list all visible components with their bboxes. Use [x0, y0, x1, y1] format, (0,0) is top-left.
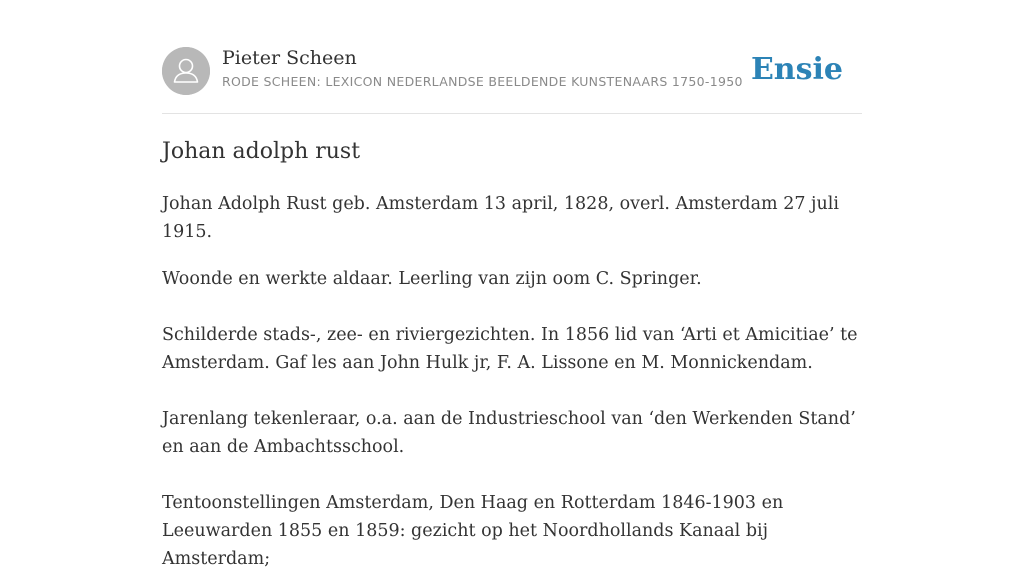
- article-paragraph: Schilderde stads-, zee- en riviergezichten. In 1856 lid van ‘Arti et Amicitiae’ te Amsterdam. Gaf les aan John Hulk jr, F. A. Lissone en M. Monnickendam.: [162, 325, 858, 373]
- article-body: [162, 136, 862, 573]
- article-paragraph: Johan Adolph Rust geb. Amsterdam 13 april, 1828, overl. Amsterdam 27 juli 1915.: [162, 194, 839, 242]
- source-title[interactable]: RODE SCHEEN: LEXICON NEDERLANDSE BEELDENDE KUNSTENAARS 1750-1950: [222, 74, 743, 89]
- article-paragraph: Woonde en werkte aldaar. Leerling van zijn oom C. Springer.: [162, 269, 702, 289]
- author-name[interactable]: Pieter Scheen: [222, 47, 357, 69]
- page-title: Johan adolph rust: [162, 139, 361, 164]
- user-avatar-icon[interactable]: [162, 47, 210, 95]
- article-paragraph: Tentoonstellingen Amsterdam, Den Haag en Rotterdam 1846-1903 en Leeuwarden 1855 en 1859: gezicht op het Noordhollands Kanaal bij Amsterdam;: [162, 493, 784, 569]
- ensie-logo[interactable]: Ensie: [750, 52, 843, 87]
- article-header: [162, 46, 862, 96]
- article-paragraph: Jarenlang tekenleraar, o.a. aan de Industrieschool van ‘den Werkenden Stand’ en aan de Ambachtsschool.: [162, 409, 856, 457]
- header-divider: [162, 113, 862, 114]
